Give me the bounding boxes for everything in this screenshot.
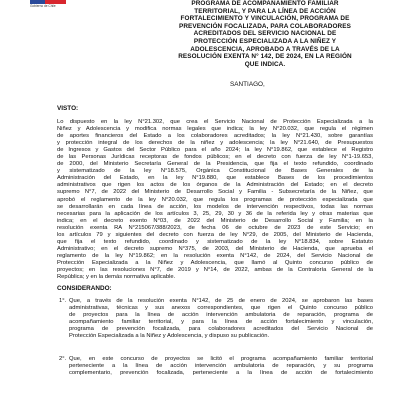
visto-line: los artículos 79 y siguientes del decreto con fuerza de ley N°29, de 2005, del Ministerio de Hacienda, xyxy=(57,231,373,238)
title-line: PROTECCIÓN ESPECIALIZADA A LA NIÑEZ Y xyxy=(193,37,337,45)
considerando-text xyxy=(69,356,373,377)
visto-line: reglamento de la ley N°19.862; en la resolución exenta N°142, de 2024, del Servicio Nacional de xyxy=(57,252,373,259)
visto-line: Lo dispuesto en la ley N°21.302, que crea el Servicio Nacional de Protección Especializada a la xyxy=(57,119,373,125)
visto-line: de 2000, del Ministerio Secretaría General de la Presidencia, que fija el texto refundido, coordinado xyxy=(57,161,373,168)
visto-line: indica; en el decreto exento N°03, de 2022 del Ministerio de Desarrollo Social y Familia; en la xyxy=(57,217,373,224)
title-line: PREVENCIÓN FOCALIZADA, PARA COLABORADORES xyxy=(178,22,352,30)
visto-line: de Ingresos y Gastos del Sector Público para el año 2024; la ley N°19.862, que establece el Registro xyxy=(57,147,373,154)
visto-line: y sistematizado de la ley N°18.575, Orgánica Constitucional de Bases Generales de la xyxy=(57,168,373,175)
visto-line: de las Personas Jurídicas receptoras de fondos públicos; en el decreto con fuerza de ley N°1-19.653, xyxy=(57,154,373,161)
considerando-line: acompañamiento familiar territorial, y para la línea de acción fortalecimiento y vinculación, xyxy=(69,319,373,326)
considerando-line: administrativas, técnicas y sus anexos correspondientes, que rigen el Quinto concurso público xyxy=(69,305,373,312)
considerando-line: Que, a través de la resolución exenta N°142, de 25 de enero de 2024, se aprobaron las bases xyxy=(69,298,373,304)
visto-line: administrativos que rigen los actos de los órganos de la Administración del Estado; en el decreto xyxy=(57,182,373,189)
visto-line: Protección Especializada a la Niñez y Adolescencia, que llamó al Quinto concurso público de xyxy=(57,259,373,266)
title-line: ACREDITADOS DEL SERVICIO NACIONAL DE xyxy=(193,30,337,38)
visto-paragraph xyxy=(57,119,373,281)
place-line: SANTIAGO, xyxy=(230,81,265,88)
considerando-line: perteneciente a la línea de acción intervención ambulatoria de reparación, y su programa xyxy=(69,363,373,370)
visto-line: y protección integral de los derechos de la niñez y adolescencia; la ley N°21.640, de Presupuestos xyxy=(57,140,373,147)
visto-line: aprobó el reglamento de la ley N°20.032, que regula los programas de protección especializada que xyxy=(57,196,373,203)
title-line: TERRITORIAL, Y PARA LA LÍNEA DE ACCIÓN xyxy=(194,7,336,15)
title-line: FORTALECIMIENTO Y VINCULACIÓN, PROGRAMA DE xyxy=(180,15,350,23)
title-line: PROGRAMA DE ACOMPAÑAMIENTO FAMILIAR xyxy=(191,0,339,7)
considerando-line: complementario, prevención focalizada, perteneciente a la línea de acción de fortalecimiento xyxy=(69,370,373,377)
considerando-line: Que, en este concurso de proyectos se licitó el programa acompañamiento familiar territorial xyxy=(69,356,373,362)
visto-line: supremo N°7, de 2022 del Ministerio de Desarrollo Social y Familia - Subsecretaría de la Niñez, que xyxy=(57,189,373,196)
visto-line: resolución exenta RA N°215067/388/2023, de fecha 06 de octubre de 2023 de este Servicio; en xyxy=(57,224,373,231)
considerando-heading: CONSIDERANDO: xyxy=(57,285,112,292)
logo-text: Gobierno de Chile xyxy=(30,4,56,8)
visto-line: que fija el texto refundido, coordinado y sistematizado de la ley N°18.834, sobre Estatuto xyxy=(57,238,373,245)
visto-line: se desarrollarán en cada línea de acción, los modelos de intervención respectivos, todas las normas xyxy=(57,203,373,210)
title-line: RESOLUCIÓN EXENTA N° 142, DE 2024, EN LA REGIÓN xyxy=(178,53,352,61)
considerando-line: de proyectos para la línea de acción intervención ambulatoria de reparación, programa de xyxy=(69,312,373,319)
considerando-number: 1°. xyxy=(59,298,67,304)
title-line: ADOLESCENCIA, APROBADO A TRAVÉS DE LA xyxy=(190,45,340,53)
visto-heading: VISTO: xyxy=(57,105,79,112)
visto-line: necesarias para la aplicación de los artículos 3, 25, 29, 30 y 36 de la referida ley y otras materias que xyxy=(57,210,373,217)
document-title xyxy=(160,0,370,68)
considerando-text xyxy=(69,298,373,340)
visto-line: República; y en la demás normativa aplicable. xyxy=(57,274,176,281)
considerando-line: programa de prevención focalizada, para colaboradores acreditados del Servicio Nacional de xyxy=(69,326,373,333)
visto-line: Administración del Estado, en la ley N°19.880, que establece Bases de los procedimientos xyxy=(57,175,373,182)
considerando-line: Protección Especializada a la Niñez y Adolescencia, y dispuso su publicación. xyxy=(69,333,270,340)
visto-line: Niñez y Adolescencia y modifica normas legales que indica; la ley N°20.032, que regula el régimen xyxy=(57,126,373,133)
visto-line: Administrativo; en el decreto supremo N°375, de 2003, del Ministerio de Hacienda, que aprueba el xyxy=(57,245,373,252)
considerando-number: 2°. xyxy=(59,356,67,362)
government-logo xyxy=(30,0,66,11)
visto-line: proyectos; en las resoluciones N°7, de 2019 y N°14, de 2022, ambas de la Contraloría General de la xyxy=(57,266,373,273)
visto-line: de aportes financieros del Estado a los colaboradores acreditados; la ley N°21.430, sobre garantías xyxy=(57,133,373,140)
title-line: QUE INDICA. xyxy=(244,60,286,68)
